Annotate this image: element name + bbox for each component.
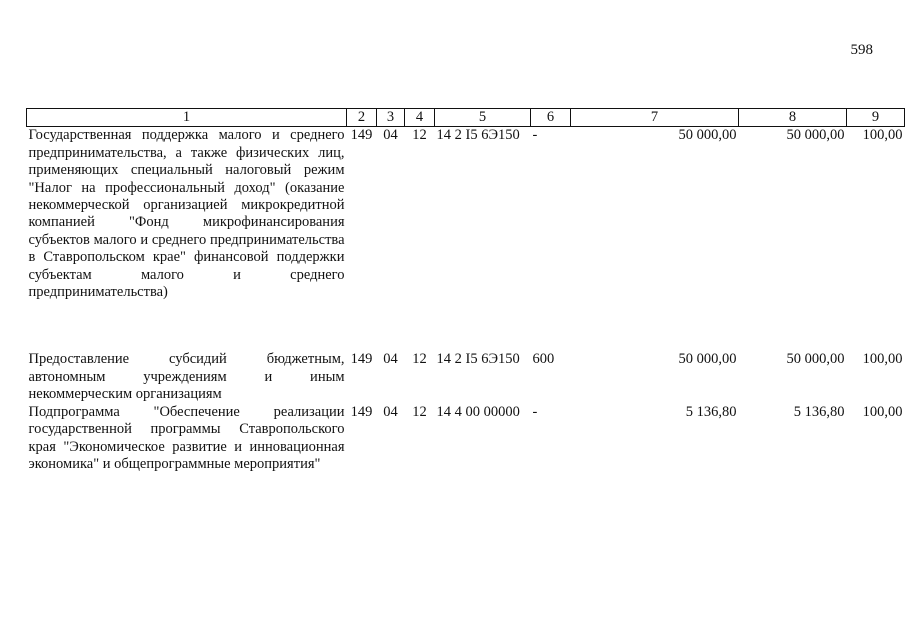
cell-amount-plan: 50 000,00 xyxy=(678,127,737,144)
page-number: 598 xyxy=(850,42,873,58)
table-row xyxy=(27,351,905,403)
cell-ministry-code: 149 xyxy=(350,351,373,368)
table-row xyxy=(27,404,905,474)
cell-percent: 100,00 xyxy=(862,351,903,368)
table-header-row xyxy=(27,109,905,127)
cell-section: 04 xyxy=(383,127,398,144)
cell-subsection: 12 xyxy=(412,403,427,420)
cell-amount-actual: 5 136,80 xyxy=(793,403,845,420)
cell-target-article: 14 4 00 00000 xyxy=(436,403,520,420)
cell-section: 04 xyxy=(383,403,398,420)
cell-expense-type: - xyxy=(532,127,538,144)
column-header-5: 5 xyxy=(435,109,531,127)
cell-target-article: 14 2 I5 6Э150 xyxy=(436,127,520,144)
column-header-6: 6 xyxy=(531,109,571,127)
column-header-3: 3 xyxy=(377,109,405,127)
cell-expense-type: - xyxy=(532,403,538,420)
cell-subsection: 12 xyxy=(412,351,427,368)
column-header-8: 8 xyxy=(739,109,847,127)
cell-ministry-code: 149 xyxy=(350,127,373,144)
row-description: Предоставление субсидий бюджетным, автономным учреждениям и иным некоммерческим организациям xyxy=(28,351,345,403)
cell-section: 04 xyxy=(383,351,398,368)
cell-amount-actual: 50 000,00 xyxy=(786,127,845,144)
cell-ministry-code: 149 xyxy=(350,403,373,420)
column-header-4: 4 xyxy=(405,109,435,127)
row-description: Государственная поддержка малого и среднего предпринимательства, а также физических лиц, применяющих специальный налоговый режим "Налог на профессиональный доход" (оказание некоммерческой организацией микрокредитной компанией "Фонд микрофинансирования субъектов малого и среднего предпринимательства в Ставропольском крае" финансовой поддержки субъектам малого и среднего предпринимательства) xyxy=(28,127,345,301)
budget-table xyxy=(26,108,905,473)
column-header-2: 2 xyxy=(347,109,377,127)
cell-amount-plan: 5 136,80 xyxy=(685,403,737,420)
column-header-9: 9 xyxy=(847,109,905,127)
cell-expense-type: 600 xyxy=(532,351,555,368)
cell-subsection: 12 xyxy=(412,127,427,144)
cell-percent: 100,00 xyxy=(862,403,903,420)
table-row xyxy=(27,127,905,352)
cell-amount-actual: 50 000,00 xyxy=(786,351,845,368)
column-header-7: 7 xyxy=(571,109,739,127)
column-header-1: 1 xyxy=(27,109,347,127)
cell-amount-plan: 50 000,00 xyxy=(678,351,737,368)
row-description: Подпрограмма "Обеспечение реализации государственной программы Ставропольского края "Экономическое развитие и инновационная экономика" и общепрограммные мероприятия" xyxy=(28,403,345,472)
cell-target-article: 14 2 I5 6Э150 xyxy=(436,351,520,368)
cell-percent: 100,00 xyxy=(862,127,903,144)
